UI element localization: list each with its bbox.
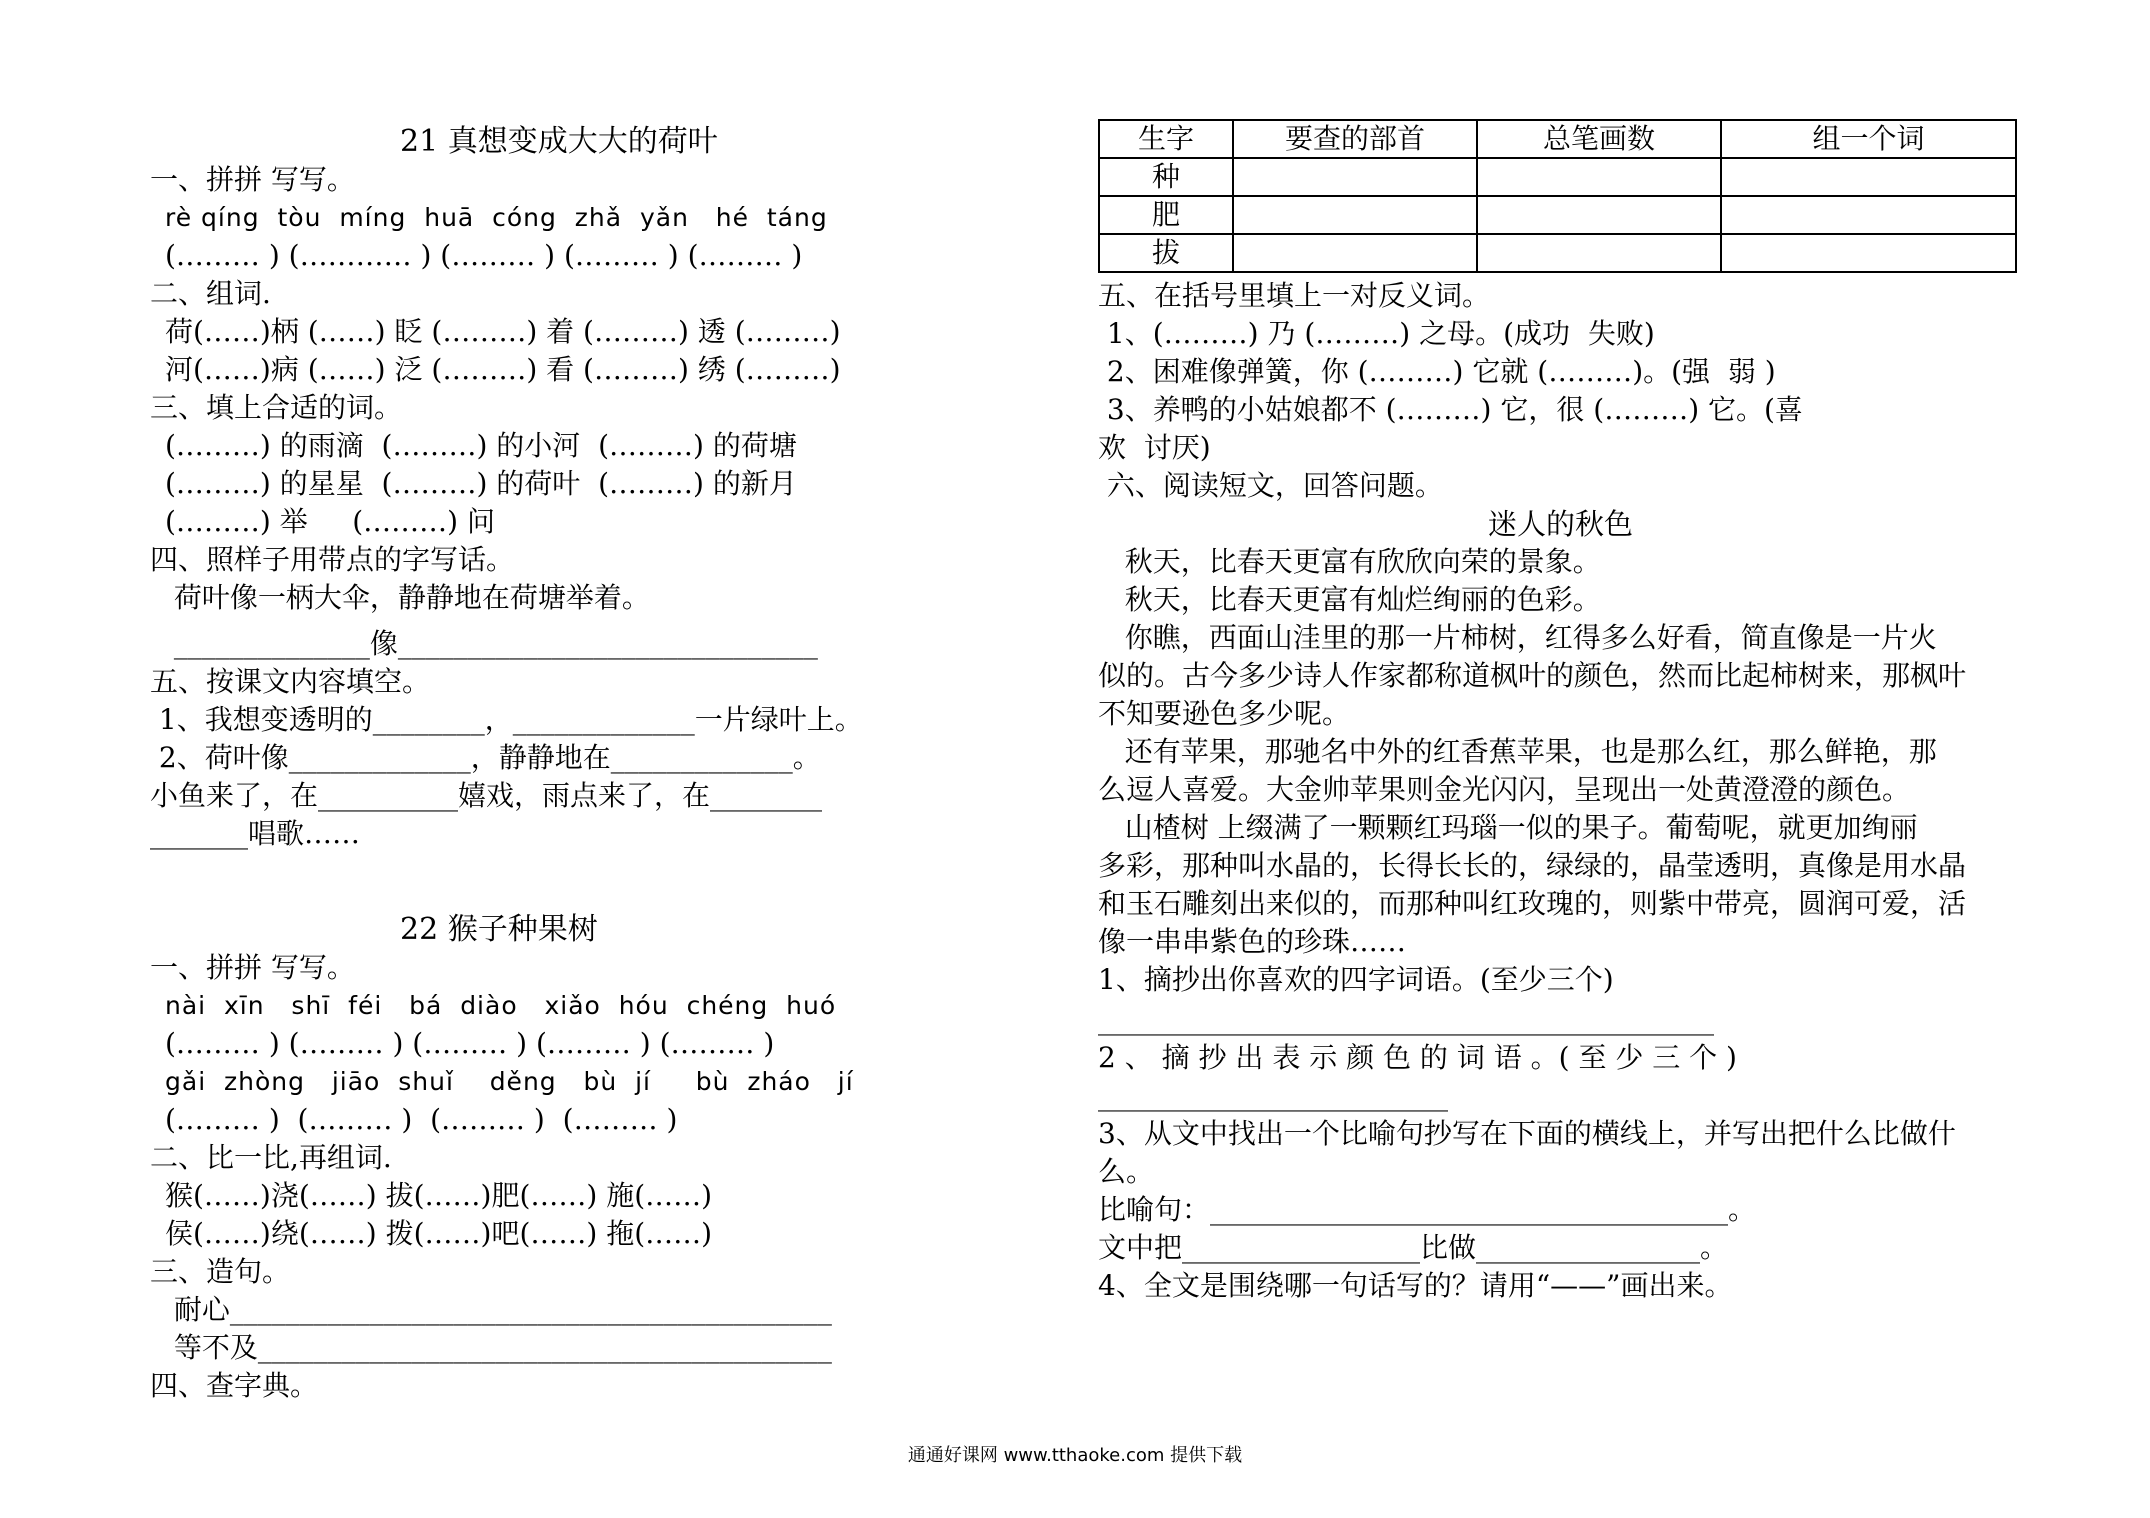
lesson21-fill-word-row3: (………) 举 (………) 问 (165, 505, 495, 538)
table-blank-cell (1233, 196, 1477, 234)
question-2: 2 、 摘 抄 出 表 示 颜 色 的 词 语 。( 至 少 三 个 ) (1098, 1041, 1737, 1074)
table-header-cell: 生字 (1099, 120, 1233, 158)
lesson22-compare-row2: 侯(……)绕(……) 拨(……)吧(……) 拖(……) (165, 1217, 713, 1250)
question-1: 1、摘抄出你喜欢的四字词语。(至少三个) (1098, 963, 1614, 996)
page-footer: 通通好课网 www.tthaoke.com 提供下载 (907, 1445, 1243, 1466)
table-blank-cell (1233, 234, 1477, 272)
story-paragraph-5-line2: 多彩，那种叫水晶的，长得长长的，绿绿的，晶莹透明，真像是用水晶 (1098, 849, 1967, 882)
table-char-cell: 种 (1099, 158, 1233, 196)
table-char-cell: 拔 (1099, 234, 1233, 272)
lesson21-title: 21 真想变成大大的荷叶 (400, 124, 718, 159)
story-paragraph-5-line1: 山楂树 上缀满了一颗颗红玛瑙一似的果子。葡萄呢，就更加绚丽 (1098, 811, 1918, 844)
question-3-comparison-line: 文中把_________________比做________________。 (1098, 1231, 1729, 1264)
lesson22-section4-heading: 四、查字典。 (150, 1369, 319, 1402)
lesson21-answer-brackets: (……… ) (………… ) (……… ) (……… ) (……… ) (165, 239, 803, 272)
lesson22-answer-brackets-row2: (……… ) (……… ) (……… ) (……… ) (165, 1103, 678, 1136)
table-char-cell: 肥 (1099, 196, 1233, 234)
lesson21-fill-text-3: 小鱼来了，在__________嬉戏，雨点来了，在________ (150, 779, 823, 812)
story-paragraph-5-line3: 和玉石雕刻出来似的，而那种叫红玫瑰的，则紫中带亮，圆润可爱，活 (1098, 887, 1967, 920)
lesson22-section1-heading: 一、拼拼 写写。 (150, 951, 355, 984)
table-blank-cell (1721, 158, 2016, 196)
story-paragraph-3-line1: 你瞧，西面山洼里的那一片柿树，红得多么好看，简直像是一片火 (1098, 621, 1937, 654)
lesson22-pinyin-row2: gǎi zhòng jiāo shuǐ děng bù jí bù zháo jí (165, 1067, 854, 1096)
story-paragraph-5-line4: 像一串串紫色的珍珠…… (1098, 925, 1407, 958)
table-blank-cell (1721, 234, 2016, 272)
story-paragraph-1: 秋天，比春天更富有欣欣向荣的景象。 (1098, 545, 1601, 578)
question-3: 3、从文中找出一个比喻句抄写在下面的横线上，并写出把什么比做什 (1098, 1117, 1956, 1150)
antonym-item-1: 1、(………) 乃 (………) 之母。(成功 失败) (1098, 317, 1655, 350)
table-row (1099, 196, 2016, 234)
lesson22-sentence-line-1: 耐心___________________________________________ (165, 1293, 832, 1326)
lesson21-word-group-row2: 河(……)病 (……) 泛 (………) 看 (………) 绣 (………) (165, 353, 841, 386)
table-header-row (1099, 120, 2016, 158)
table-blank-cell (1233, 158, 1477, 196)
antonym-section-heading: 五、在括号里填上一对反义词。 (1098, 279, 1491, 312)
reading-section-heading: 六、阅读短文，回答问题。 (1098, 469, 1443, 502)
lesson22-section3-heading: 三、造句。 (150, 1255, 291, 1288)
lesson21-word-group-row1: 荷(……)柄 (……) 眨 (………) 着 (………) 透 (………) (165, 315, 841, 348)
dictionary-table (1098, 119, 2017, 273)
lesson21-section2-heading: 二、组词. (150, 277, 271, 310)
antonym-item-3-cont: 欢 讨厌) (1098, 431, 1211, 464)
story-paragraph-2: 秋天，比春天更富有灿烂绚丽的色彩。 (1098, 583, 1601, 616)
table-header-cell: 组一个词 (1721, 120, 2016, 158)
table-blank-cell (1721, 196, 2016, 234)
table-blank-cell (1477, 234, 1721, 272)
story-paragraph-4-line2: 么逗人喜爱。大金帅苹果则金光闪闪，呈现出一处黄澄澄的颜色。 (1098, 773, 1911, 806)
lesson21-fill-text-4: _______唱歌…… (150, 817, 361, 850)
table-header-cell: 要查的部首 (1233, 120, 1477, 158)
question-3-cont: 么。 (1098, 1155, 1155, 1188)
story-paragraph-4-line1: 还有苹果，那驰名中外的红香蕉苹果，也是那么红，那么鲜艳，那 (1098, 735, 1937, 768)
lesson21-fill-word-row1: (………) 的雨滴 (………) 的小河 (………) 的荷塘 (165, 429, 797, 462)
lesson22-title: 22 猴子种果树 (400, 912, 598, 947)
table-blank-cell (1477, 196, 1721, 234)
table-header-cell: 总笔画数 (1477, 120, 1721, 158)
antonym-item-2: 2、困难像弹簧，你 (………) 它就 (………)。(强 弱 ) (1098, 355, 1776, 388)
antonym-item-3: 3、养鸭的小姑娘都不 (………) 它，很 (………) 它。(喜 (1098, 393, 1803, 426)
lesson21-section3-heading: 三、填上合适的词。 (150, 391, 403, 424)
lesson22-pinyin-row1: nài xīn shī féi bá diào xiǎo hóu chéng huó (165, 991, 837, 1020)
question-2-answer-line: _________________________ (1098, 1079, 1448, 1112)
lesson22-compare-row1: 猴(……)浇(……) 拔(……)肥(……) 施(……) (165, 1179, 713, 1212)
lesson21-example-answer-line: ______________像______________________________ (165, 627, 818, 660)
lesson21-fill-word-row2: (………) 的星星 (………) 的荷叶 (………) 的新月 (165, 467, 797, 500)
story-paragraph-3-line3: 不知要逊色多少呢。 (1098, 697, 1351, 730)
lesson21-section1-heading: 一、拼拼 写写。 (150, 163, 355, 196)
question-3-simile-line: 比喻句：_____________________________________。 (1098, 1193, 1757, 1226)
question-4: 4、全文是围绕哪一句话写的？请用“——”画出来。 (1098, 1269, 1733, 1302)
story-paragraph-3-line2: 似的。古今多少诗人作家都称道枫叶的颜色，然而比起柿树来，那枫叶 (1098, 659, 1967, 692)
lesson22-answer-brackets-row1: (……… ) (……… ) (……… ) (……… ) (……… ) (165, 1027, 775, 1060)
story-title: 迷人的秋色 (1488, 507, 1634, 541)
lesson22-section2-heading: 二、比一比,再组词. (150, 1141, 392, 1174)
question-1-answer-line: ____________________________________________ (1098, 1003, 1714, 1036)
table-row (1099, 234, 2016, 272)
lesson21-section4-heading: 四、照样子用带点的字写话。 (150, 543, 515, 576)
lesson21-pinyin-row: rè qíng tòu míng huā cóng zhǎ yǎn hé táng (165, 203, 828, 232)
lesson21-example-sentence: 荷叶像一柄大伞，静静地在荷塘举着。 (165, 581, 650, 614)
lesson22-sentence-line-2: 等不及_________________________________________ (165, 1331, 832, 1364)
lesson21-fill-text-1: 1、我想变透明的________，_____________一片绿叶上。 (150, 703, 863, 736)
lesson21-section5-heading: 五、按课文内容填空。 (150, 665, 431, 698)
table-blank-cell (1477, 158, 1721, 196)
table-row (1099, 158, 2016, 196)
lesson21-fill-text-2: 2、荷叶像_____________，静静地在_____________。 (150, 741, 821, 774)
